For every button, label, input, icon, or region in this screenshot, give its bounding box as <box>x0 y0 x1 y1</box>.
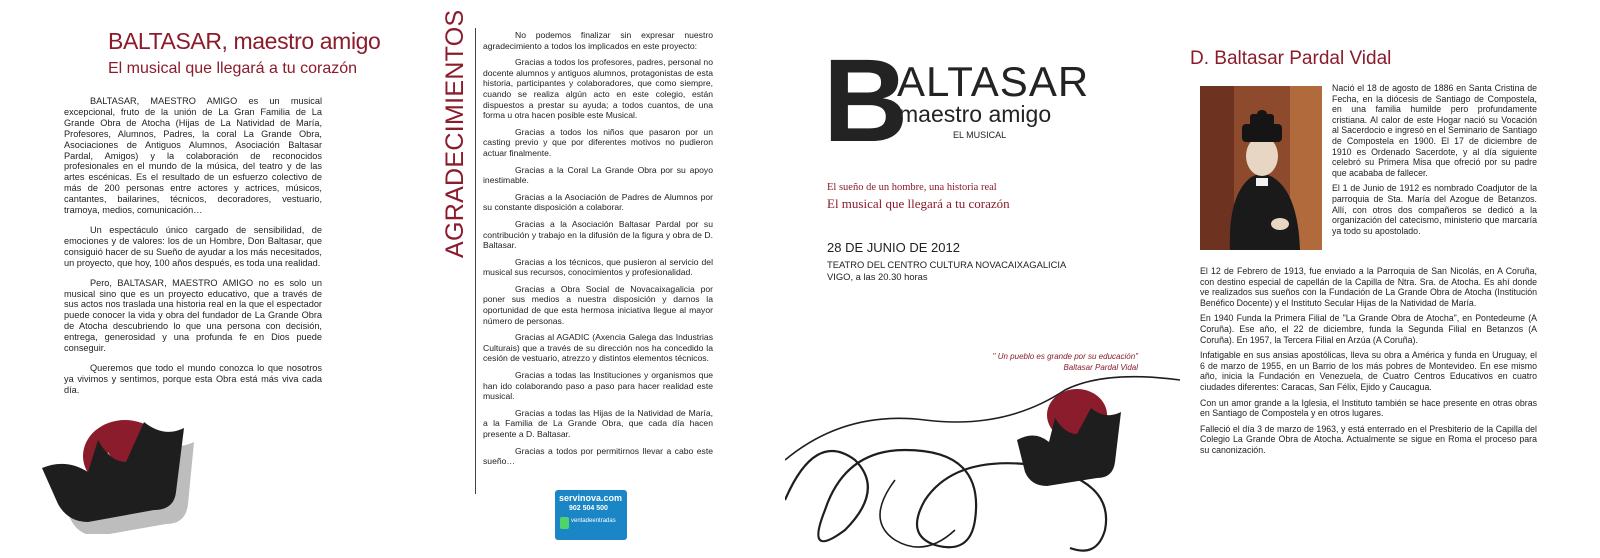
thanks-paragraph: Gracias al AGADIC (Axencia Galega das Industrias Culturais) que a través de su dirección nos ha concedido la cesión de vestuario, atrezzo y distintos elementos técnicos. <box>483 332 713 364</box>
bio-paragraph: Falleció el día 3 de marzo de 1963, y está enterrado en el Presbiterio de la Capilla del Colegio La Grande Obra de Atocha. Actualmente se sigue en Roma el proceso para su canonización. <box>1200 423 1537 455</box>
intro-subtitle: El musical que llegará a tu corazón <box>108 60 358 77</box>
bio-title: D. Baltasar Pardal Vidal <box>1190 48 1392 69</box>
bio-paragraph: El 1 de Junio de 1912 es nombrado Coadjutor de la parroquia de Sta. María del Azogue de Betanzos. Allí, con otros dos compañeros se dedicó a la organización del catecismo, ministerio que marcaría ya todo su apostolado. <box>1332 183 1537 236</box>
sponsor-name: servinova.com <box>559 493 623 503</box>
intro-paragraph: Pero, BALTASAR, MAESTRO AMIGO no es solo un musical sino que es un proyecto educativo, que a través de sus actos nos traslada una historia real en la que el espectador puede conocer la vida y obra del fundador de La Grande Obra de Atocha descubriendo lo que una persona con decisión, entrega, generosidad y una profunda fe en Dios puede conseguir. <box>64 277 322 354</box>
cover-tagline: El sueño de un hombre, una historia real <box>827 182 997 193</box>
divider-line <box>475 28 476 494</box>
bio-paragraph: Infatigable en sus ansias apostólicas, lleva su obra a América y funda en Uruguay, el 6 de marzo de 1955, en un Barrio de los más pobres de Montevideo. En ese mismo año, inicia la Fundación en Venezuela, de Cuatro Centros Educativos en cuatro ciudades diferentes: Caracas, San Félix, Ejido y Caucagua. <box>1200 350 1537 392</box>
thanks-heading: AGRADECIMIENTOS <box>441 9 469 258</box>
intro-paragraph: BALTASAR, MAESTRO AMIGO es un musical excepcional, fruto de la unión de La Gran Familia de La Grande Obra de Atocha (Hijas de La Natividad de María, Profesores, Alumnos, Padres, la coral La Grande Obra, Asociaciones de Antiguos Alumnos, Asociación Baltasar Pardal, Amigos) y la colaboración de reconocidos profesionales en el mundo de la música, del teatro y de las artes escénicas. Es el resultado de un esfuerzo colectivo de más de 200 personas entre actores y actrices, músicos, cantantes, bailarines, técnicos, decoradores, vestuario, tramoya, medios, comunicación… <box>64 96 322 216</box>
bio-paragraph: En 1940 Funda la Primera Filial de "La Grande Obra de Atocha", en Pontedeume (A Coruña). Ese año, el 22 de diciembre, funda la Segunda Filial en Betanzos (A Coruña). En 1957, la Tercera Filial en Arzúa (A Coruña). <box>1200 313 1537 345</box>
bio-paragraph: El 12 de Febrero de 1913, fue enviado a la Parroquia de San Nicolás, en A Coruña, con destino especial de capellán de la Capilla de Ntra. Sra. de Atocha. Es ahí donde ve realizados sus sueños con la Fundación de La Grande Obra de Atocha (Institución Benéfico Docente) y el Instituto Secular Hijas de la Natividad de María. <box>1200 266 1537 308</box>
swirl-hat-illustration <box>785 370 1180 558</box>
thanks-paragraph: Gracias a todos los profesores, padres, personal no docente alumnos y antiguos alumnos, protagonistas de esta historia, participantes y colaboradores, que como siempre, cuando se realiza algún acto en este colegio, están dispuestos a prestar su ayuda; a todos cuantos, de una forma u otra hacen posible este Musical. <box>483 57 713 121</box>
thanks-paragraph: Gracias a todos por permitirnos llevar a cabo este sueño… <box>483 445 713 467</box>
thanks-paragraph: Gracias a la Asociación de Padres de Alumnos por su constante disposición a colaborar. <box>483 191 713 213</box>
event-time: VIGO, a las 20.30 horas <box>827 271 928 282</box>
thanks-paragraph: Gracias a la Asociación Baltasar Pardal por su contribución y trabajo en la difusión de la figura y obra de D. Baltasar. <box>483 218 713 251</box>
bio-paragraph: Nació el 18 de agosto de 1886 en Santa Cristina de Fecha, en la diócesis de Santiago de Compostela, en una familia humilde pero profundamente cristiana. Al calor de este Hogar nació su Vocación al Sacerdocio e ingresó en el Seminario de Santiago de Compostela en 1900. El 17 de diciembre de 1910 es Ordenado Sacerdote, y al día siguiente celebró su Primera Misa que ofreció por su padre que acababa de fallecer. <box>1332 83 1537 178</box>
biretta-hat-icon <box>30 404 205 534</box>
thanks-body <box>483 30 713 473</box>
logo-musical-label: EL MUSICAL <box>953 130 1007 140</box>
thanks-paragraph: Gracias a todas las Instituciones y organismos que han ido colaborando paso a paso para hacer realidad este musical. <box>483 370 713 402</box>
quote-author: Baltasar Pardal Vidal <box>1063 363 1138 372</box>
sponsor-phone: 902 504 500 <box>569 505 608 512</box>
logo-title: ALTASAR <box>897 58 1090 105</box>
event-date: 28 DE JUNIO DE 2012 <box>827 240 960 255</box>
intro-paragraph: Queremos que todo el mundo conozca lo que nosotros ya vivimos y sentimos, porque esta Obra está más viva cada día. <box>64 362 322 395</box>
priest-portrait-image <box>1200 86 1322 250</box>
thanks-paragraph: Gracias a la Coral La Grande Obra por su apoyo inestimable. <box>483 164 713 186</box>
thanks-paragraph: Gracias a todos los niños que pasaron por un casting previo y que por diferentes motivos no pudieron actuar finalmente. <box>483 126 713 158</box>
thanks-paragraph: Gracias a todas las Hijas de la Natividad de María, a la Familia de La Grande Obra, que cada día hacen presente a D. Baltasar. <box>483 407 713 439</box>
cover-quote: " Un pueblo es grande por su educación" <box>992 352 1138 361</box>
intro-body <box>64 96 322 405</box>
intro-paragraph: Un espectáculo único cargado de sensibilidad, de emociones y de valores: los de un Hombre, Don Baltasar, que consiguió hacer de su Sueño de ayudar a los más necesitados, un proyecto, que hoy, 100 años después, es toda una realidad. <box>64 224 322 268</box>
panel-cover <box>785 0 1180 558</box>
thanks-paragraph: Gracias a Obra Social de Novacaixagalicia por poner sus medios a nuestra disposición y darnos la oportunidad de que esta hermosa iniciativa llegue al mayor número de personas. <box>483 283 713 326</box>
bio-side-text <box>1332 83 1537 241</box>
event-venue: TEATRO DEL CENTRO CULTURA NOVACAIXAGALICIA <box>827 259 1067 270</box>
bio-paragraph: Con un amor grande a la Iglesia, el Instituto también se hace presente en otras obras en Santiago de Compostela y en otros lugares. <box>1200 397 1537 419</box>
panel-biography <box>1180 0 1600 558</box>
sponsor-logo <box>555 490 627 540</box>
sponsor-tagline: ventadeentradas <box>571 518 616 524</box>
intro-title: BALTASAR, maestro amigo <box>108 28 381 54</box>
ticket-icon <box>560 517 569 529</box>
logo-subtitle: maestro amigo <box>899 101 1052 127</box>
bio-full-text <box>1200 266 1537 461</box>
panel-thanks <box>395 0 785 558</box>
cover-tagline-secondary: El musical que llegará a tu corazón <box>827 196 1010 211</box>
panel-intro <box>0 0 395 558</box>
thanks-paragraph: Gracias a los técnicos, que pusieron al servicio del musical sus recursos, conocimientos y profesionalidad. <box>483 256 713 278</box>
logo-big-letter: B <box>823 35 909 167</box>
thanks-paragraph: No podemos finalizar sin expresar nuestro agradecimiento a todos los implicados en este proyecto: <box>483 30 713 51</box>
